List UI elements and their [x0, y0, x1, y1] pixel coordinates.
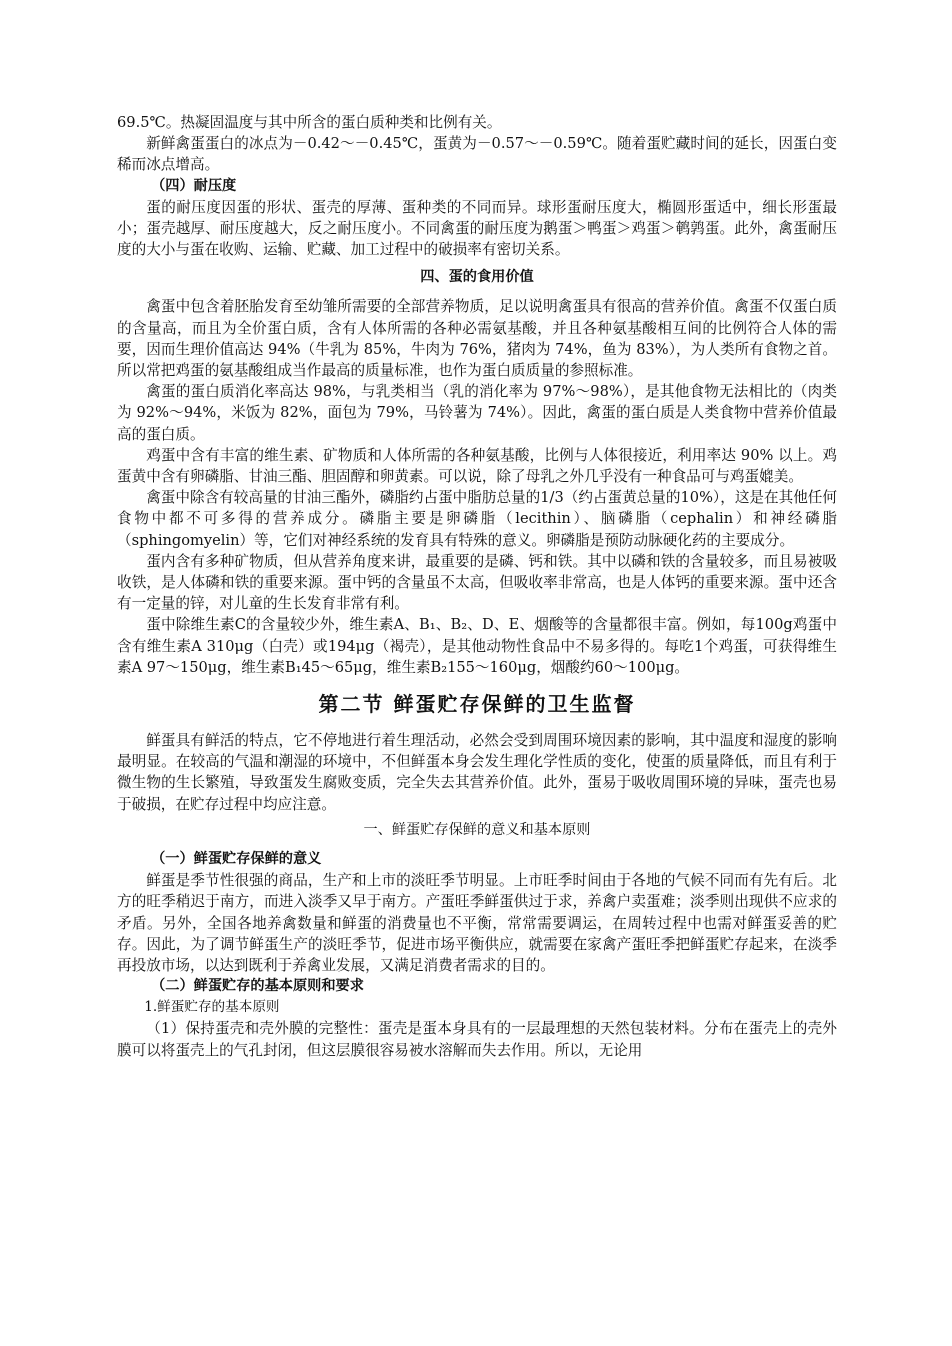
- paragraph-nutrition-2: 禽蛋的蛋白质消化率高达 98%，与乳类相当（乳的消化率为 97%～98%），是其他食物无法相比的（肉类为 92%～94%，米饭为 82%，面包为 79%，马铃薯为 74%）。因此，禽蛋的蛋白质是人类食物中营养价值最高的蛋白质。: [117, 383, 837, 443]
- paragraph-nutrition-4: 禽蛋中除含有较高量的甘油三酯外，磷脂约占蛋中脂肪总量的1/3（约占蛋黄总量的10%），这是在其他任何食物中都不可多得的营养成分。磷脂主要是卵磷脂（lecithin）、脑磷脂（cephalin）和神经磷脂（sphingomyelin）等，它们对神经系统的发育具有特殊的意义。卵磷脂是预防动脉硬化药的主要成分。: [117, 489, 837, 549]
- paragraph-nutrition-1: 禽蛋中包含着胚胎发育至幼雏所需要的全部营养物质，足以说明禽蛋具有很高的营养价值。禽蛋不仅蛋白质的含量高，而且为全价蛋白质，含有人体所需的各种必需氨基酸，并且各种氨基酸相互间的比例符合人体的需要，因而生理价值高达 94%（牛乳为 85%，牛肉为 76%，猪肉为 74%，鱼为 83%），为人类所有食物之首。所以常把鸡蛋的氨基酸组成当作最高的质量标准，也作为蛋白质质量的参照标准。: [117, 298, 837, 380]
- document-page: [117, 112, 837, 1061]
- paragraph-nutrition-3: 鸡蛋中含有丰富的维生素、矿物质和人体所需的各种氨基酸，比例与人体很接近，利用率达 90% 以上。鸡蛋黄中含有卵磷脂、甘油三酯、胆固醇和卵黄素。可以说，除了母乳之外几乎没有一种食品可与鸡蛋媲美。: [117, 446, 837, 486]
- heading-pressure-resistance: （四）耐压度: [151, 177, 237, 194]
- paragraph-freezing-intro: 69.5℃。热凝固温度与其中所含的蛋白质种类和比例有关。: [117, 114, 502, 131]
- paragraph-storage-intro: 鲜蛋具有鲜活的特点，它不停地进行着生理活动，必然会受到周围环境因素的影响，其中温度和湿度的影响最明显。在较高的气温和潮湿的环境中，不但鲜蛋本身会发生理化学性质的变化，使蛋的质量降低，而且有利于微生物的生长繁殖，导致蛋发生腐败变质，完全失去其营养价值。此外，蛋易于吸收周围环境的异味，蛋壳也易于破损，在贮存过程中均应注意。: [117, 732, 837, 813]
- paragraph-pressure-resistance: 蛋的耐压度因蛋的形状、蛋壳的厚薄、蛋种类的不同而异。球形蛋耐压度大，椭圆形蛋适中，细长形蛋最小；蛋壳越厚、耐压度越大，反之耐压度小。不同禽蛋的耐压度为鹅蛋＞鸭蛋＞鸡蛋＞鹌鹑蛋。此外，禽蛋耐压度的大小与蛋在收购、运输、贮藏、加工过程中的破损率有密切关系。: [117, 198, 837, 259]
- paragraph-nutrition-5: 蛋内含有多种矿物质，但从营养角度来讲，最重要的是磷、钙和铁。其中以磷和铁的含量较多，而且易被吸收铁，是人体磷和铁的重要来源。蛋中钙的含量虽不太高，但吸收率非常高，也是人体钙的重要来源。蛋中还含有一定量的锌，对儿童的生长发育非常有利。: [117, 552, 837, 613]
- paragraph-shell-integrity: （1）保持蛋壳和壳外膜的完整性：蛋壳是蛋本身具有的一层最理想的天然包装材料。分布在蛋壳上的壳外膜可以将蛋壳上的气孔封闭，但这层膜很容易被水溶解而失去作用。所以，无论用: [117, 1020, 837, 1059]
- heading-edible-value: 四、蛋的食用价值: [420, 269, 534, 286]
- paragraph-nutrition-6: 蛋中除维生素C的含量较少外，维生素A、B₁、B₂、D、E、烟酸等的含量都很丰富。例如，每100g鸡蛋中含有维生素A 310μg（白壳）或194μg（褐壳），是其他动物性食品中不易多得的。每吃1个鸡蛋，可获得维生素A 97～150μg，维生素B₁45～65μg，维生素B₂155～160μg，烟酸约60～100μg。: [117, 616, 837, 676]
- heading-storage-principles: 一、鲜蛋贮存保鲜的意义和基本原则: [363, 821, 591, 838]
- heading-basic-principles: 1.鲜蛋贮存的基本原则: [144, 999, 280, 1016]
- paragraph-storage-meaning: 鲜蛋是季节性很强的商品，生产和上市的淡旺季节明显。上市旺季时间由于各地的气候不同而有先有后。北方的旺季稍迟于南方，而进入淡季又早于南方。产蛋旺季鲜蛋供过于求，养禽户卖蛋难；淡季则出现供不应求的矛盾。另外，全国各地养禽数量和鲜蛋的消费量也不平衡，常常需要调运，在周转过程中也需对鲜蛋妥善的贮存。因此，为了调节鲜蛋生产的淡旺季节，促进市场平衡供应，就需要在家禽产蛋旺季把鲜蛋贮存起来，在淡季再投放市场，以达到既利于养禽业发展，又满足消费者需求的目的。: [117, 872, 837, 974]
- paragraph-freezing-point: 新鲜禽蛋蛋白的冰点为－0.42～－0.45℃，蛋黄为－0.57～－0.59℃。随着蛋贮藏时间的延长，因蛋白变稀而冰点增高。: [117, 135, 837, 174]
- heading-storage-meaning: （一）鲜蛋贮存保鲜的意义: [151, 850, 322, 867]
- section-title: 第二节 鲜蛋贮存保鲜的卫生监督: [318, 692, 636, 717]
- heading-storage-requirements: （二）鲜蛋贮存的基本原则和要求: [151, 978, 364, 995]
